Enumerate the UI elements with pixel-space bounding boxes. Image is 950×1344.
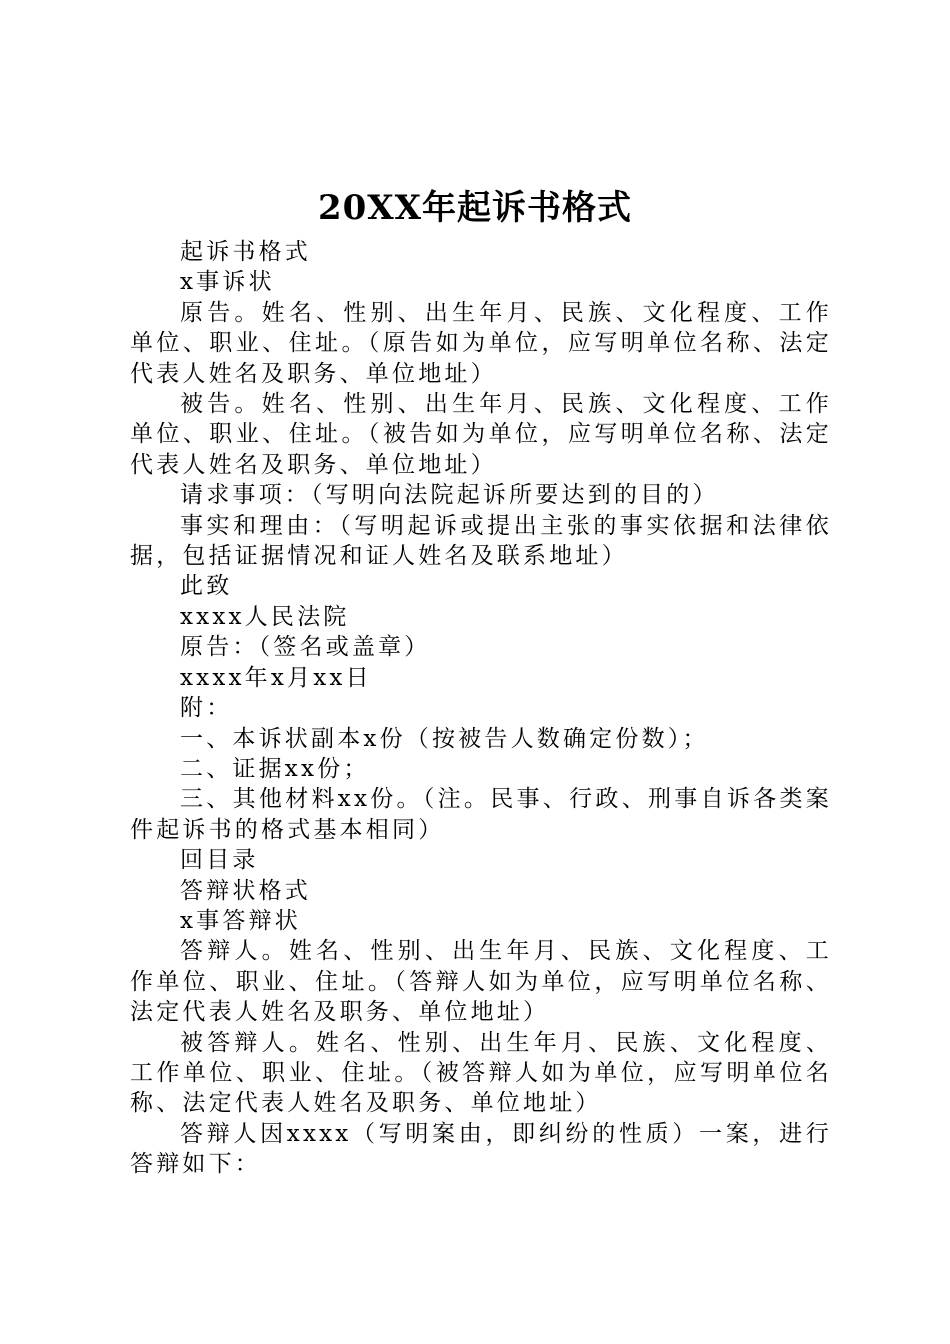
paragraph-defendant: 被告。姓名、性别、出生年月、民族、文化程度、工作单位、职业、住址。（被告如为单位，应写明单位名称、法定代表人姓名及职务、单位地址）: [130, 391, 832, 478]
paragraph-attachment-1: 一、本诉状副本x份（按被告人数确定份数）；: [180, 725, 709, 752]
paragraph-heading-complaint-format: 起诉书格式: [180, 239, 311, 265]
paragraph-date: xxxx年x月xx日: [180, 664, 372, 691]
document-body: [130, 237, 832, 1180]
paragraph-facts-reasons: 事实和理由：（写明起诉或提出主张的事实依据和法律依据，包括证据情况和证人姓名及联系地址）: [130, 512, 832, 570]
paragraph-complaint-title: x事诉状: [180, 269, 275, 296]
paragraph-attachment-3: 三、其他材料xx份。（注。民事、行政、刑事自诉各类案件起诉书的格式基本相同）: [130, 786, 832, 843]
paragraph-salutation: 此致: [180, 573, 233, 600]
paragraph-claims: 请求事项：（写明向法院起诉所要达到的目的）: [180, 482, 719, 509]
paragraph-heading-defense-format: 答辩状格式: [180, 877, 311, 904]
paragraph-respondent: 答辩人。姓名、性别、出生年月、民族、文化程度、工作单位、职业、住址。（答辩人如为单位，应写明单位名称、法定代表人姓名及职务、单位地址）: [130, 938, 832, 1026]
paragraph-defense-title: x事答辩状: [180, 907, 301, 934]
paragraph-plaintiff: 原告。姓名、性别、出生年月、民族、文化程度、工作单位、职业、住址。（原告如为单位，应写明单位名称、法定代表人姓名及职务、单位地址）: [130, 299, 832, 387]
paragraph-back-to-contents: 回目录: [180, 847, 259, 874]
paragraph-attachments-label: 附：: [180, 695, 233, 722]
paragraph-plaintiff-signature: 原告：（签名或盖章）: [180, 634, 431, 661]
document-title: 20XX年起诉书格式: [317, 188, 633, 228]
paragraph-attachment-2: 二、证据xx份；: [180, 755, 370, 782]
paragraph-defense-statement: 答辩人因xxxx（写明案由，即纠纷的性质）一案，进行答辩如下：: [130, 1120, 832, 1178]
paragraph-counter-party: 被答辩人。姓名、性别、出生年月、民族、文化程度、工作单位、职业、住址。（被答辩人如为单位，应写明单位名称、法定代表人姓名及职务、单位地址）: [130, 1029, 832, 1117]
paragraph-court: xxxx人民法院: [180, 603, 350, 630]
